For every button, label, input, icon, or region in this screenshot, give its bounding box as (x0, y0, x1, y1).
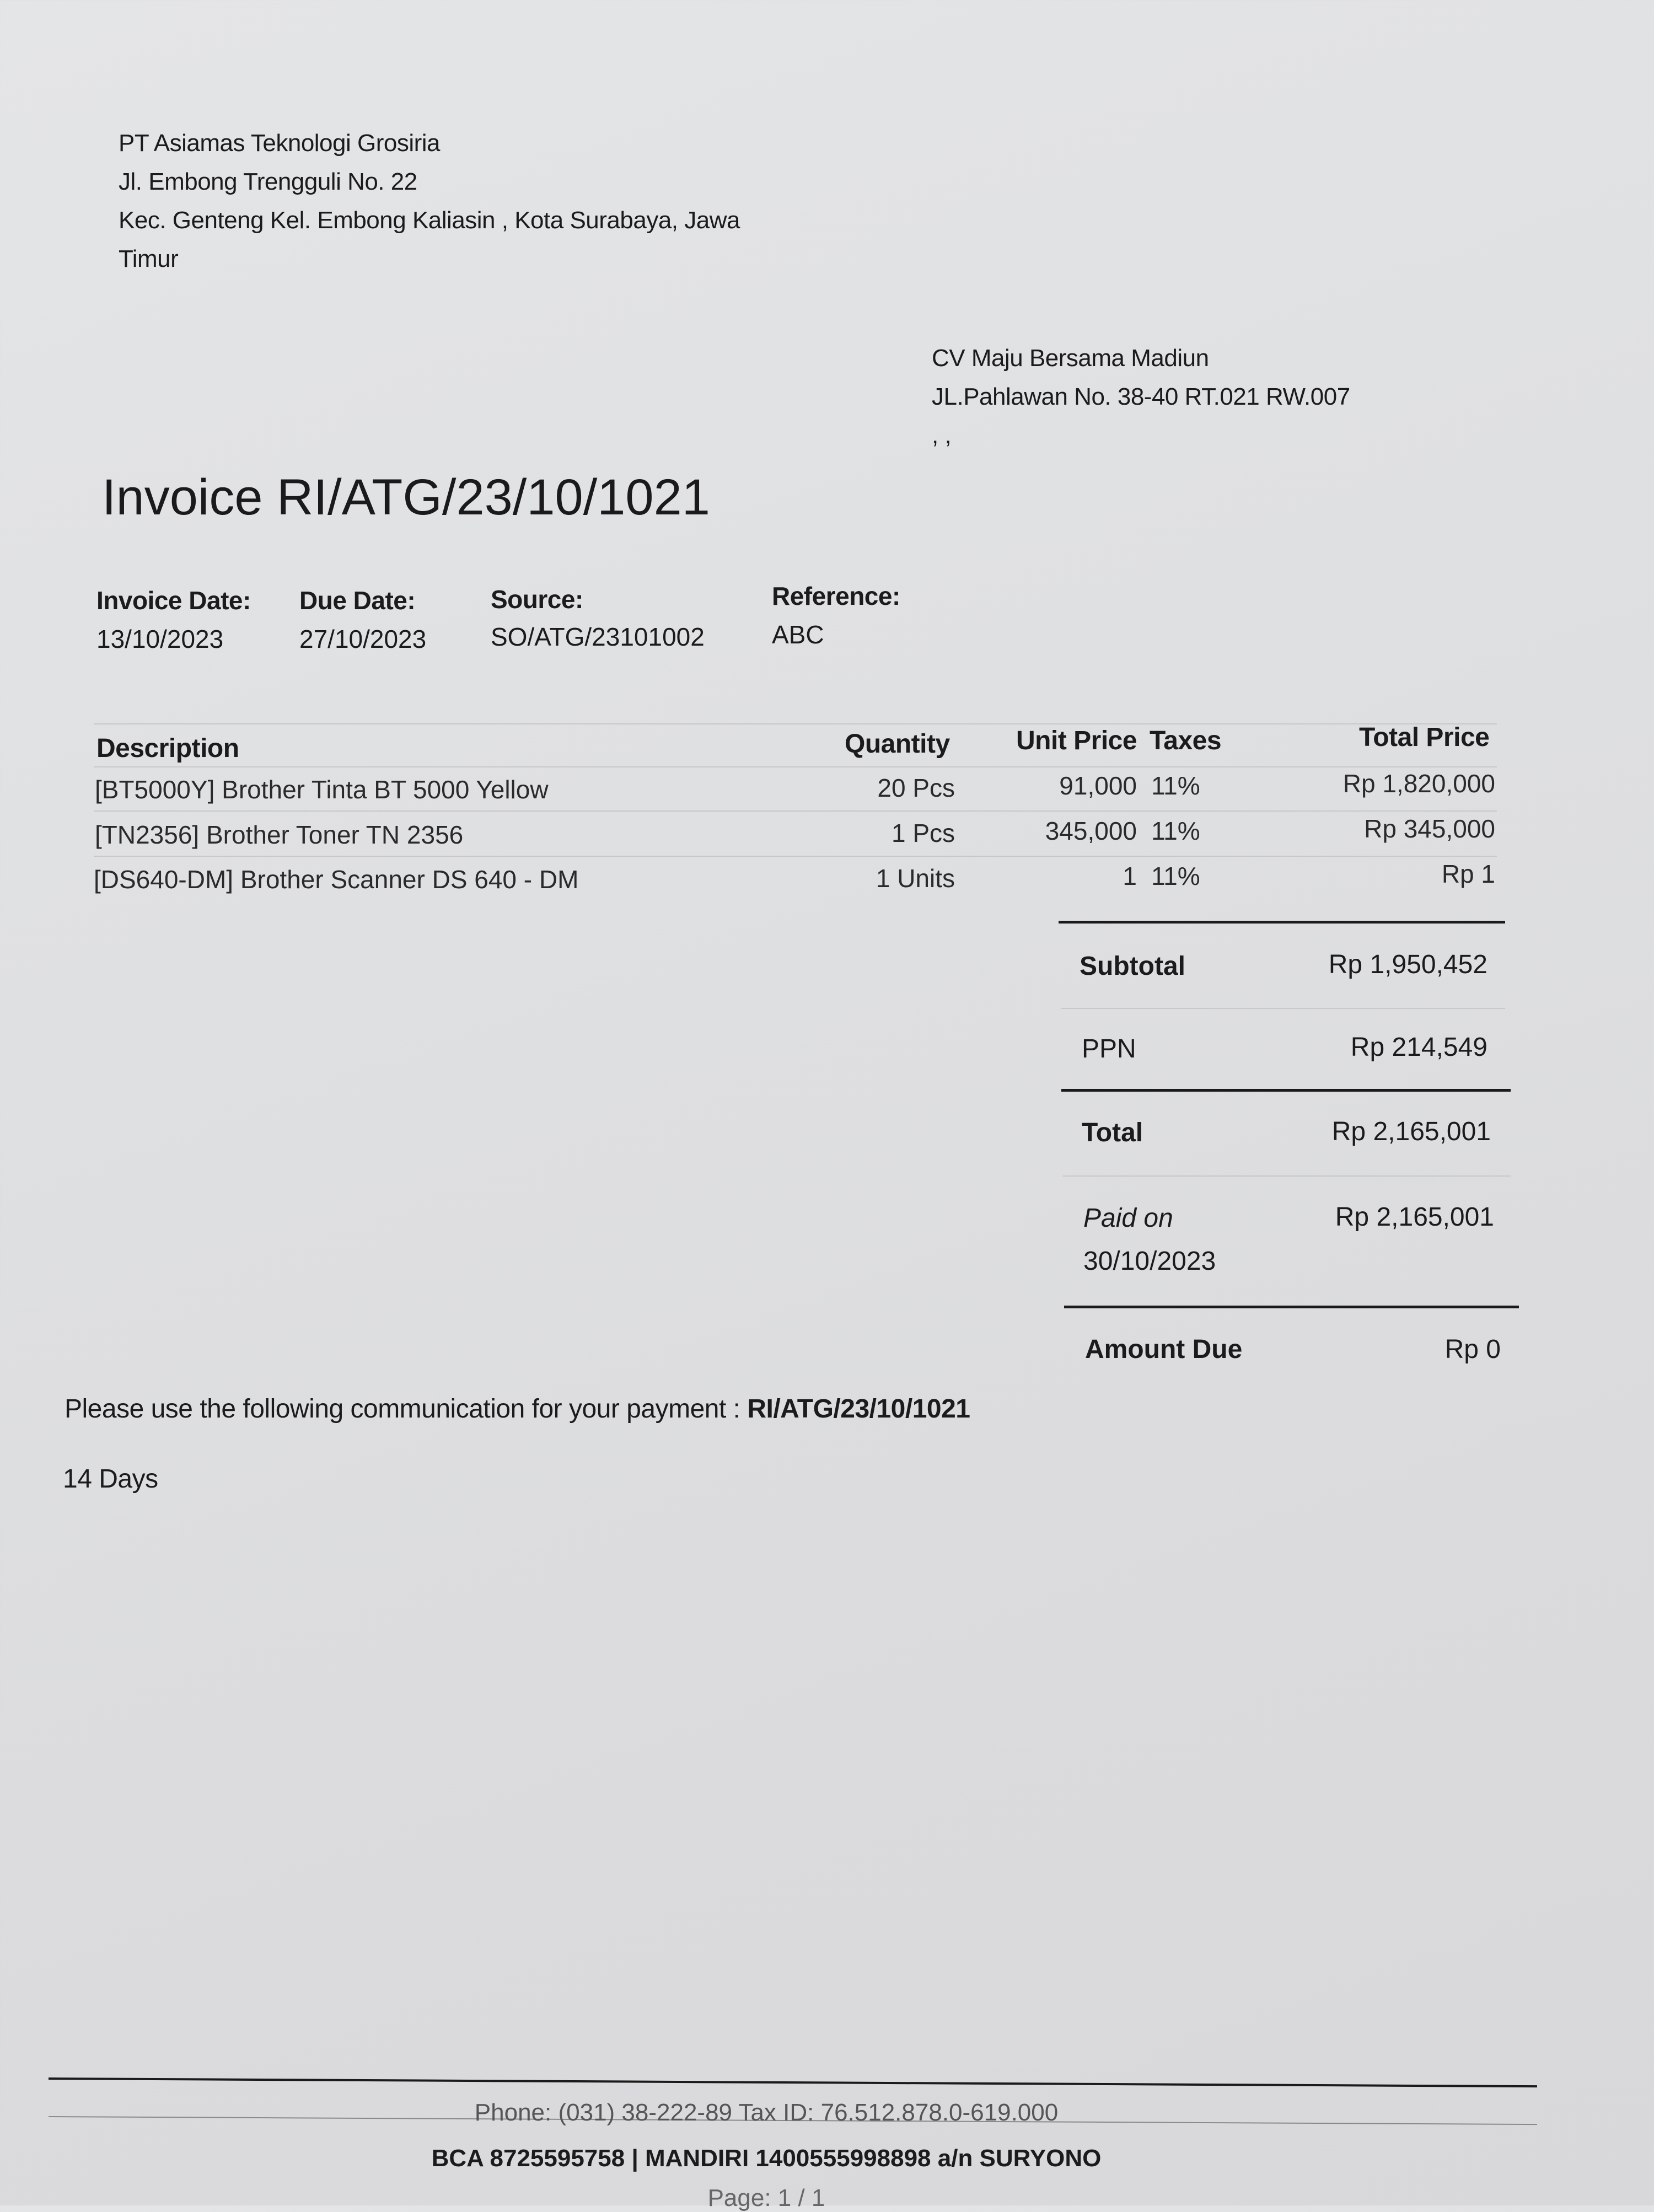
table-row-3-taxes: 11% (1151, 862, 1200, 890)
table-row-3-description: [DS640-DM] Brother Scanner DS 640 - DM (94, 865, 579, 894)
table-row-1-description: [BT5000Y] Brother Tinta BT 5000 Yellow (95, 775, 549, 804)
amount-due-label: Amount Due (1085, 1335, 1243, 1364)
summary-divider (1061, 1008, 1505, 1009)
column-header-description: Description (96, 734, 239, 763)
footer-page-number: Page: 1 / 1 (707, 2184, 825, 2211)
table-row-3-unit-price: 1 (1123, 862, 1137, 890)
table-row-2-quantity: 1 Pcs (891, 819, 955, 847)
footer-contact: Phone: (031) 38-222-89 Tax ID: 76.512.878.0-619.000 (474, 2099, 1059, 2126)
ppn-value: Rp 214,549 (1350, 1033, 1487, 1062)
summary-divider (1063, 1175, 1511, 1177)
paid-on-date: 30/10/2023 (1083, 1247, 1216, 1276)
table-row-divider (94, 856, 1497, 857)
company-address-line2: Kec. Genteng Kel. Embong Kaliasin , Kota Surabaya, Jawa (119, 207, 740, 234)
subtotal-label: Subtotal (1080, 952, 1185, 981)
payment-terms: 14 Days (63, 1464, 158, 1494)
due-date-label: Due Date: (299, 586, 416, 615)
customer-name: CV Maju Bersama Madiun (932, 345, 1209, 372)
payment-communication-label: Please use the following communication for your payment : (65, 1394, 748, 1424)
summary-top-divider (1059, 921, 1505, 924)
ppn-label: PPN (1082, 1034, 1136, 1064)
invoice-title: Invoice RI/ATG/23/10/1021 (102, 469, 710, 525)
company-address-line1: Jl. Embong Trengguli No. 22 (119, 168, 417, 195)
column-header-quantity: Quantity (845, 729, 950, 759)
table-row-2-unit-price: 345,000 (1045, 817, 1137, 845)
company-address-block (119, 124, 740, 278)
column-header-total-price: Total Price (1359, 723, 1490, 752)
column-header-taxes: Taxes (1150, 726, 1222, 755)
table-row-2-taxes: 11% (1151, 817, 1200, 845)
amount-due-value: Rp 0 (1444, 1335, 1501, 1364)
column-header-unit-price: Unit Price (1016, 726, 1137, 755)
table-row-3-total: Rp 1 (1441, 860, 1495, 888)
table-row-1-unit-price: 91,000 (1059, 771, 1137, 800)
table-row-1-taxes: 11% (1151, 771, 1200, 800)
source-label: Source: (491, 585, 583, 614)
due-date-value: 27/10/2023 (299, 625, 427, 653)
total-label: Total (1082, 1118, 1143, 1147)
table-header-divider (94, 766, 1497, 767)
customer-address-block (932, 339, 1350, 455)
invoice-date-value: 13/10/2023 (96, 625, 224, 653)
payment-communication-reference: RI/ATG/23/10/1021 (747, 1394, 970, 1424)
total-value: Rp 2,165,001 (1331, 1117, 1491, 1146)
table-row-divider (94, 810, 1497, 812)
source-value: SO/ATG/23101002 (491, 622, 705, 651)
payment-communication (65, 1394, 970, 1424)
footer-divider (49, 2077, 1537, 2087)
footer-bank-details: BCA 8725595758 | MANDIRI 1400555998898 a/n SURYONO (431, 2145, 1102, 2172)
paid-on-label: Paid on (1083, 1204, 1173, 1233)
reference-value: ABC (772, 620, 824, 649)
amount-due-divider (1064, 1306, 1519, 1308)
table-row-3-quantity: 1 Units (876, 864, 955, 893)
company-address-line3: Timur (119, 245, 179, 272)
company-name: PT Asiamas Teknologi Grosiria (119, 130, 441, 157)
customer-address-line2: , , (932, 422, 952, 449)
summary-total-divider (1061, 1089, 1511, 1092)
customer-address-line1: JL.Pahlawan No. 38-40 RT.021 RW.007 (932, 383, 1350, 410)
reference-label: Reference: (772, 582, 900, 610)
subtotal-value: Rp 1,950,452 (1328, 950, 1487, 979)
paid-amount: Rp 2,165,001 (1335, 1202, 1494, 1232)
table-top-divider (94, 723, 1497, 724)
table-row-1-quantity: 20 Pcs (877, 774, 955, 802)
table-row-2-total: Rp 345,000 (1364, 814, 1495, 843)
table-row-2-description: [TN2356] Brother Toner TN 2356 (95, 820, 464, 849)
table-row-1-total: Rp 1,820,000 (1342, 769, 1495, 798)
invoice-date-label: Invoice Date: (96, 586, 251, 615)
